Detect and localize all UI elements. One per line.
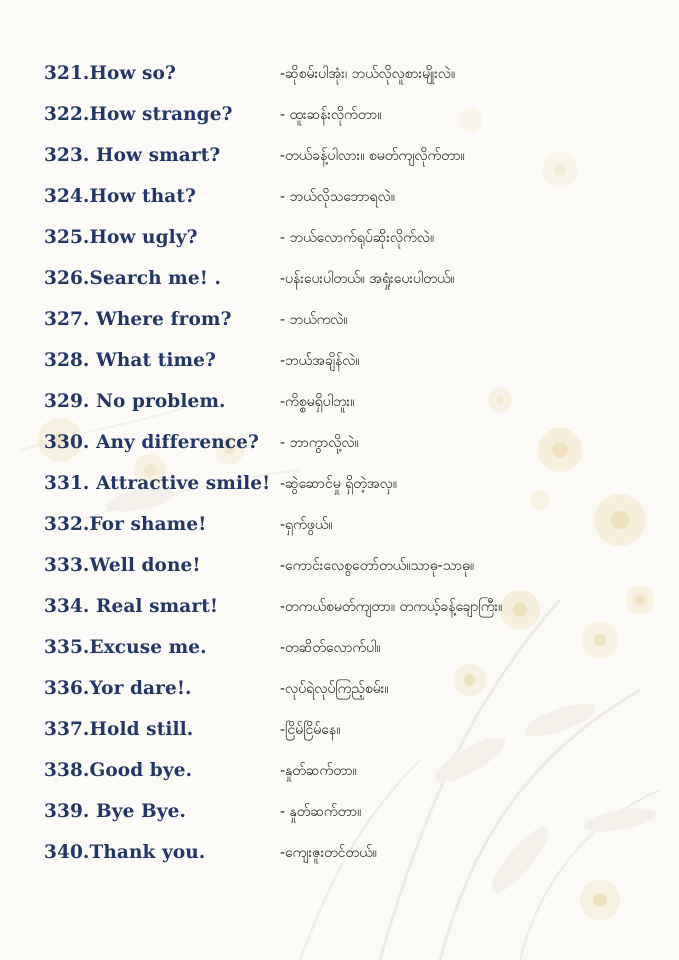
phrase-english: 335.Excuse me. bbox=[44, 637, 207, 658]
phrase-myanmar: - ဘယ်လိုသဘောရလဲ။ bbox=[280, 189, 395, 205]
phrase-english: 331. Attractive smile! bbox=[44, 473, 271, 494]
phrase-row bbox=[44, 671, 664, 712]
phrase-row bbox=[44, 548, 664, 589]
phrase-english: 336.Yor dare!. bbox=[44, 678, 192, 699]
phrase-row bbox=[44, 384, 664, 425]
phrase-myanmar: - ထူးဆန်းလိုက်တာ။ bbox=[280, 107, 382, 123]
phrase-row bbox=[44, 179, 664, 220]
phrase-english: 327. Where from? bbox=[44, 309, 232, 330]
phrase-myanmar: -ဆွဲဆောင်မှု ရှိတဲ့အလှ။ bbox=[280, 476, 398, 492]
phrase-myanmar: -လုပ်ရဲလုပ်ကြည့်စမ်း။ bbox=[280, 681, 389, 697]
phrase-myanmar: -ကျေးဇူးတင်တယ်။ bbox=[280, 845, 377, 861]
phrase-myanmar: - ဘယ်ကလဲ။ bbox=[280, 312, 348, 328]
phrase-row bbox=[44, 220, 664, 261]
phrase-english: 337.Hold still. bbox=[44, 719, 194, 740]
phrase-myanmar: - ဘာကွာလို့လဲ။ bbox=[280, 435, 359, 451]
phrase-english: 330. Any difference? bbox=[44, 432, 259, 453]
phrase-english: 334. Real smart! bbox=[44, 596, 219, 617]
phrase-row bbox=[44, 630, 664, 671]
phrase-row bbox=[44, 835, 664, 876]
phrase-english: 332.For shame! bbox=[44, 514, 207, 535]
phrase-english: 340.Thank you. bbox=[44, 842, 206, 863]
phrase-english: 328. What time? bbox=[44, 350, 216, 371]
phrase-myanmar: -ငြိမ်ငြိမ်နေ။ bbox=[280, 722, 341, 738]
phrase-row bbox=[44, 712, 664, 753]
phrase-myanmar: -ကိစ္စမရှိပါဘူး။ bbox=[280, 394, 355, 410]
phrase-myanmar: -တယ်ခန့်ပါလား။ စမတ်ကျလိုက်တာ။ bbox=[280, 148, 465, 164]
phrase-english: 339. Bye Bye. bbox=[44, 801, 186, 822]
phrase-myanmar: -ရှက်ဖွယ်။ bbox=[280, 517, 333, 533]
phrase-row bbox=[44, 56, 664, 97]
phrase-myanmar: -ကောင်းလေစွတော်တယ်။သာဓု-သာဓု။ bbox=[280, 558, 475, 574]
phrase-list bbox=[44, 56, 664, 876]
phrase-row bbox=[44, 589, 664, 630]
phrase-english: 323. How smart? bbox=[44, 145, 221, 166]
phrase-english: 322.How strange? bbox=[44, 104, 233, 125]
phrase-myanmar: - ဘယ်လောက်ရုပ်ဆိုးလိုက်လဲ။ bbox=[280, 230, 435, 246]
phrase-row bbox=[44, 753, 664, 794]
phrase-myanmar: -ပန်းပေးပါတယ်။ အရှုံးပေးပါတယ်။ bbox=[280, 271, 455, 287]
phrase-english: 321.How so? bbox=[44, 63, 176, 84]
phrase-myanmar: - နှုတ်ဆက်တာ။ bbox=[280, 804, 362, 820]
phrase-english: 324.How that? bbox=[44, 186, 196, 207]
phrase-myanmar: -ဘယ်အချိန်လဲ။ bbox=[280, 353, 360, 369]
phrase-english: 325.How ugly? bbox=[44, 227, 198, 248]
phrase-english: 326.Search me! . bbox=[44, 268, 222, 289]
phrase-row bbox=[44, 343, 664, 384]
phrase-myanmar: -တကယ်စမတ်ကျတာ။ တကယ့်ခန့်ချောကြီး။ bbox=[280, 599, 503, 615]
phrase-row bbox=[44, 302, 664, 343]
phrase-english: 329. No problem. bbox=[44, 391, 226, 412]
phrase-row bbox=[44, 794, 664, 835]
phrase-english: 333.Well done! bbox=[44, 555, 201, 576]
phrase-myanmar: -နှုတ်ဆက်တာ။ bbox=[280, 763, 357, 779]
phrase-row bbox=[44, 466, 664, 507]
phrase-english: 338.Good bye. bbox=[44, 760, 193, 781]
phrase-row bbox=[44, 97, 664, 138]
phrase-myanmar: -ဆိုစမ်းပါအုံး၊ ဘယ်လိုလူစားမျိုးလဲ။ bbox=[280, 66, 456, 82]
phrase-row bbox=[44, 138, 664, 179]
phrase-row bbox=[44, 261, 664, 302]
phrase-row bbox=[44, 425, 664, 466]
phrase-row bbox=[44, 507, 664, 548]
phrase-myanmar: -တဆိတ်လောက်ပါ။ bbox=[280, 640, 381, 656]
